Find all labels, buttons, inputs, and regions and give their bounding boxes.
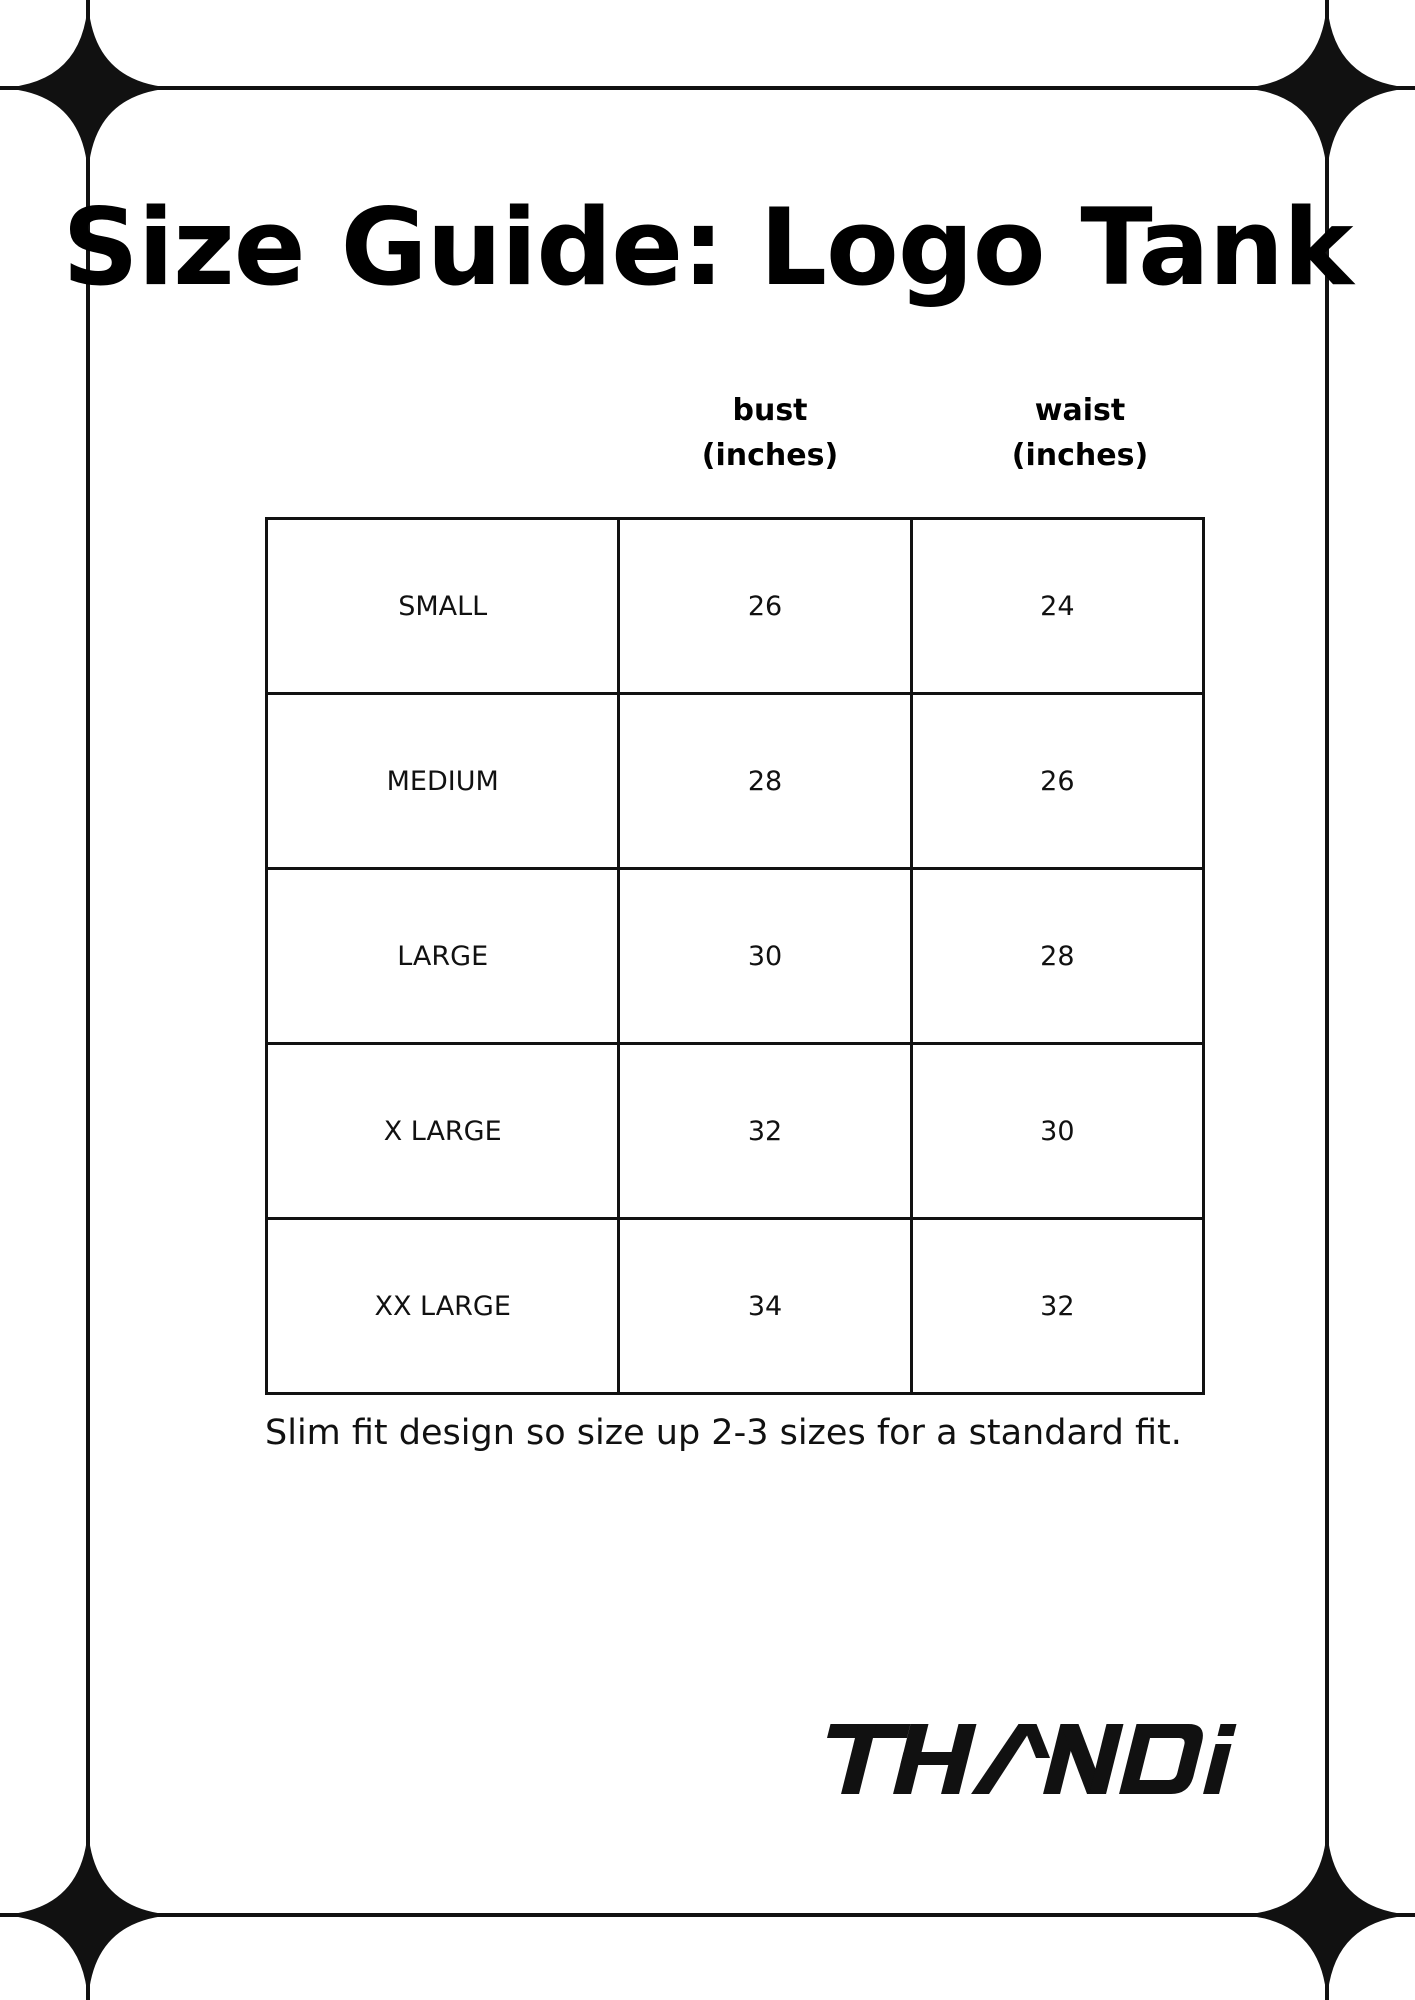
waist-column-header: [980, 388, 1180, 478]
bust-header-label: bust: [732, 393, 808, 428]
waist-cell: 24: [911, 519, 1203, 694]
size-cell: X LARGE: [267, 1044, 619, 1219]
bust-column-header: [670, 388, 870, 478]
table-row: [267, 869, 1204, 1044]
star-icon-bottom-right: [1239, 1827, 1415, 2000]
bust-header-unit: (inches): [701, 438, 839, 473]
bust-cell: 34: [619, 1219, 911, 1394]
bust-cell: 28: [619, 694, 911, 869]
size-cell: LARGE: [267, 869, 619, 1044]
table-row: [267, 1044, 1204, 1219]
table-row: [267, 519, 1204, 694]
star-icon-top-right: [1239, 0, 1415, 176]
brand-logo: [812, 1718, 1267, 1798]
bust-cell: 32: [619, 1044, 911, 1219]
size-cell: MEDIUM: [267, 694, 619, 869]
star-icon-bottom-left: [0, 1827, 176, 2000]
size-table: [265, 517, 1205, 1395]
table-row: [267, 1219, 1204, 1394]
bust-cell: 30: [619, 869, 911, 1044]
waist-cell: 26: [911, 694, 1203, 869]
fit-note: Slim fit design so size up 2-3 sizes for a standard fit.: [265, 1413, 1182, 1453]
waist-cell: 32: [911, 1219, 1203, 1394]
bust-cell: 26: [619, 519, 911, 694]
waist-cell: 28: [911, 869, 1203, 1044]
star-icon-top-left: [0, 0, 176, 176]
waist-cell: 30: [911, 1044, 1203, 1219]
page-title: Size Guide: Logo Tank: [62, 186, 1353, 309]
waist-header-unit: (inches): [1011, 438, 1149, 473]
size-cell: XX LARGE: [267, 1219, 619, 1394]
waist-header-label: waist: [1034, 393, 1126, 428]
size-cell: SMALL: [267, 519, 619, 694]
table-row: [267, 694, 1204, 869]
